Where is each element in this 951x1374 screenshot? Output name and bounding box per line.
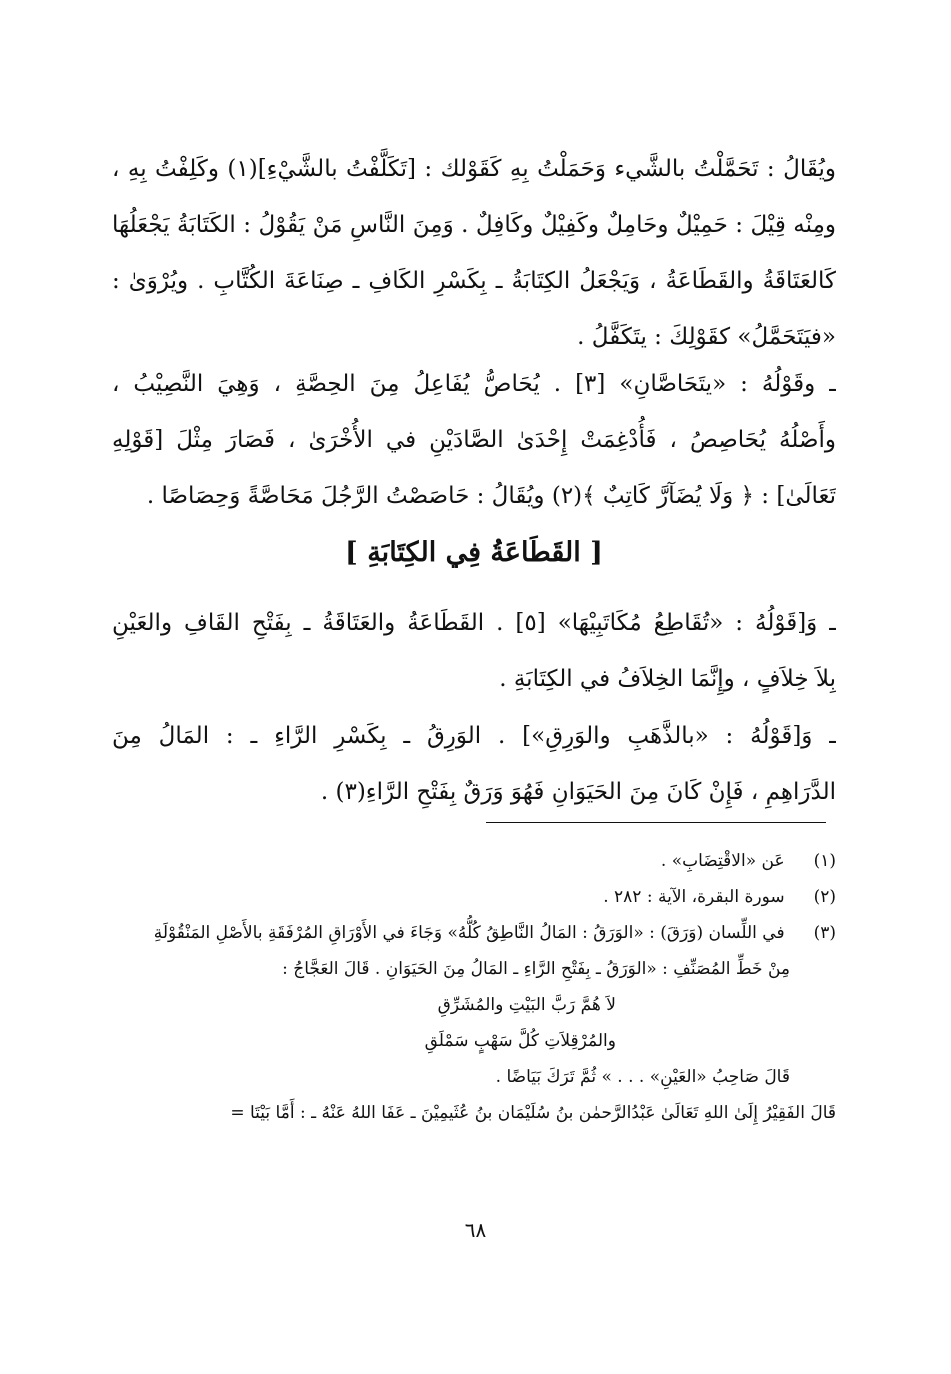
footnote-2 (112, 879, 836, 915)
footnote-number: (٢) (813, 887, 836, 907)
paragraph-4 (112, 708, 836, 820)
footnote-number: (٣) (813, 923, 836, 943)
footnote-text: في اللِّسان (وَرَقَ) : «الوَرَقُ : المَالُ النَّاطِقُ كُلُّهُ» وَجَاءَ في الأَوْرَاقِ المُرْفَقَةِ بالأَصْلِ المَنْقُوْلَةِ (153, 923, 785, 943)
text-line: ومِنْه قِيْلَ : حَمِيْلٌ وحَامِلٌ وكَفِيْلٌ وكَافِلٌ . وَمِنَ النَّاسِ مَنْ يَقُوْلُ : الكَتَابَةُ يَجْعَلُهَا (112, 212, 836, 238)
footnote-number: (١) (813, 851, 836, 871)
section-heading: [ القَطَاعَةُ فِي الكِتَابَةِ ] (345, 537, 603, 568)
footnotes (112, 843, 836, 1131)
text-line: وأَصْلُهُ يُحَاصِصُ ، فَأُدْغِمَتْ إِحْدَىٰ الصَّادَيْنِ في الأُخْرَىٰ ، فَصَارَ مِثْلَ [قَوْلِهِ (112, 427, 836, 453)
poem-verse: والمُرْقِلاَتِ كُلَّ سَهْبٍ سَمْلَقِ (424, 1031, 616, 1051)
text-line: كَالعَتَاقَةُ والقَطَاعَةُ ، وَيَجْعَلُ الكِتَابَةُ ـ بِكَسْرِ الكَافِ ـ صِنَاعَةَ الكُتَّابِ . ويُرْوَىٰ : (112, 268, 836, 294)
poem-verse: لاَ هُمَّ رَبَّ البَيْتِ والمُشَرِّقِ (437, 995, 616, 1015)
text-line: ويُقَالُ : تَحَمَّلْتُ بالشَّيء وَحَمَلْتُ بِهِ كَقَوْلك : [تَكَلَّفْتُ بالشَّيْءِ](١) وكَلِفْتُ بِهِ ، (112, 156, 836, 182)
text-line: «فيَتَحَمَّلُ» كقَوْلِكَ : يتَكَفَّلُ . (577, 324, 836, 350)
author-note: قَالَ الفَقِيْرُ إِلَىٰ اللهِ تَعَالَىٰ عَبْدُالرَّحمٰن بنُ سُلَيْمَان بنُ عُثَيمِيْنَ ـ عَفَا اللهُ عَنْهُ ـ : أَمَّا بَيْتَا = (230, 1103, 836, 1123)
text-line: بِلاَ خِلاَفٍ ، وإِنَّمَا الخِلاَفُ في الكِتَابَةِ . (499, 666, 836, 692)
text-line: ـ وَ[قَوْلُهُ : «بالذَّهَبِ والوَرِقِ»] . الوَرِقُ ـ بِكَسْرِ الرَّاءِ ـ : المَالُ مِنَ (112, 723, 836, 749)
paragraph-2 (112, 356, 836, 524)
text-line: الدَّرَاهِمِ ، فَإِنْ كَانَ مِنَ الحَيَوَانِ فَهُوَ وَرَقٌ بِفَتْحِ الرَّاءِ(٣) . (320, 779, 836, 805)
footnote-text: عَن «الاقْتِضَابِ» . (660, 851, 785, 871)
paragraph-3 (112, 595, 836, 707)
page-number: ٦٨ (464, 1218, 487, 1242)
text-line: ـ وقَوْلُهُ : «يتَحَاصَّانِ» [٣] . يُحَاصُّ يُفَاعِلُ مِنَ الحِصَّةِ ، وَهِيَ النَّصِيْبُ ، (112, 371, 836, 397)
paragraph-1 (112, 141, 836, 365)
footnote-text: سورة البقرة، الآية : ٢٨٢ . (603, 887, 785, 907)
footnote-3-continuation: مِنْ خَطِّ المُصَنِّفِ : «الوَرَقُ ـ بِفَتْحِ الرَّاءِ ـ المَالُ مِنَ الحَيَوَانِ . قَالَ العَجَّاجُ : (282, 959, 790, 979)
footnote-separator (486, 822, 826, 823)
footnote-1 (112, 843, 836, 879)
footnote-3 (112, 915, 836, 951)
footnote-3-end: قَالَ صَاحِبُ «العَيْنِ» . . . » ثُمَّ تَرَكَ بَيَاضًا . (495, 1067, 790, 1087)
text-line: تَعَالَىٰ] : ﴿ وَلَا يُضَآرَّ كَاتِبٌ ﴾(٢) ويُقَالُ : حَاصَصْتُ الرَّجُلَ مَحَاصَّةً وَحِصَاصًا . (146, 483, 836, 509)
text-line: ـ وَ[قَوْلُهُ : «تُقَاطِعُ مُكَاتَبِيْهَا» [٥] . القَطَاعَةُ والعَتَاقَةُ ـ بِفَتْحِ القَافِ والعَيْنِ (112, 610, 836, 636)
